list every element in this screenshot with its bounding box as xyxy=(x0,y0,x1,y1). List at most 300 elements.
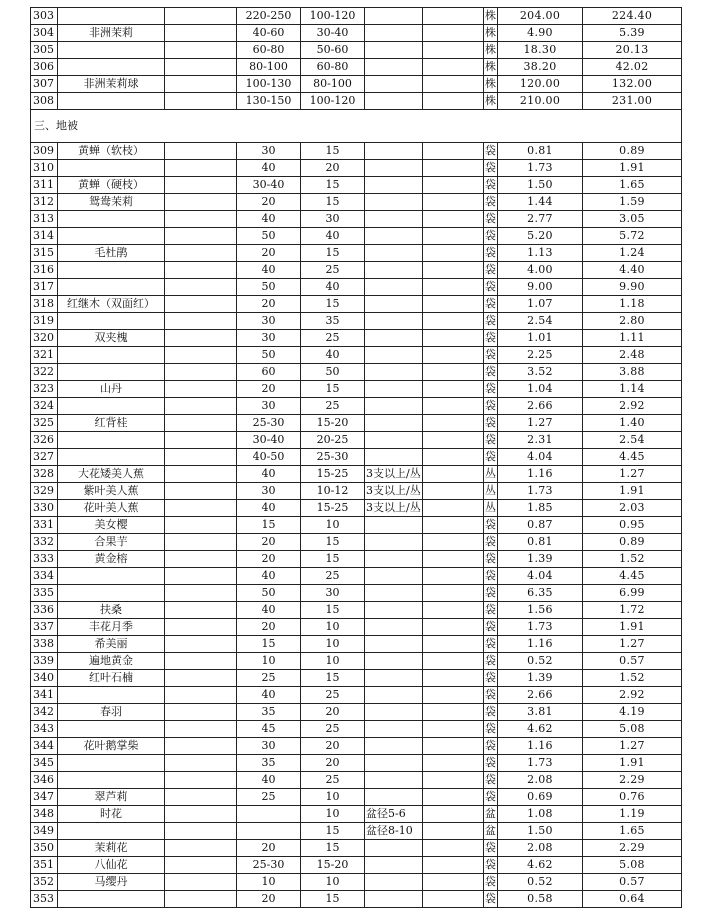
plant-name-cell xyxy=(58,398,165,415)
spec-a-cell xyxy=(165,636,237,653)
remark-2-cell xyxy=(423,483,484,500)
plant-name-cell: 翠芦莉 xyxy=(58,789,165,806)
unit-price-cell: 2.66 xyxy=(498,398,583,415)
row-number-cell: 337 xyxy=(31,619,58,636)
height-cm-cell: 20 xyxy=(237,534,301,551)
table-row xyxy=(31,330,682,347)
remark-2-cell xyxy=(423,449,484,466)
height-cm-cell: 100-130 xyxy=(237,76,301,93)
height-cm-cell: 10 xyxy=(237,653,301,670)
unit-cell: 袋 xyxy=(484,449,498,466)
height-cm-cell: 40 xyxy=(237,772,301,789)
spec-a-cell xyxy=(165,364,237,381)
unit-price-cell: 5.20 xyxy=(498,228,583,245)
plant-name-cell: 扶桑 xyxy=(58,602,165,619)
plant-name-cell: 毛杜鹃 xyxy=(58,245,165,262)
plant-name-cell xyxy=(58,262,165,279)
crown-cm-cell: 25 xyxy=(301,721,365,738)
remark-2-cell xyxy=(423,262,484,279)
unit-cell: 袋 xyxy=(484,789,498,806)
remark-2-cell xyxy=(423,568,484,585)
spec-a-cell xyxy=(165,296,237,313)
total-price-cell: 1.52 xyxy=(583,551,682,568)
unit-price-cell: 1.73 xyxy=(498,160,583,177)
spec-a-cell xyxy=(165,194,237,211)
remark-2-cell xyxy=(423,653,484,670)
spec-a-cell xyxy=(165,789,237,806)
spec-a-cell xyxy=(165,177,237,194)
spec-a-cell xyxy=(165,313,237,330)
row-number-cell: 335 xyxy=(31,585,58,602)
table-row xyxy=(31,59,682,76)
unit-cell: 株 xyxy=(484,8,498,25)
spec-a-cell xyxy=(165,551,237,568)
plant-name-cell xyxy=(58,228,165,245)
table-row xyxy=(31,874,682,891)
spec-a-cell xyxy=(165,432,237,449)
price-list-sheet xyxy=(30,7,681,908)
remark-2-cell xyxy=(423,806,484,823)
plant-name-cell: 非洲茉莉 xyxy=(58,25,165,42)
plant-name-cell xyxy=(58,59,165,76)
spec-a-cell xyxy=(165,840,237,857)
row-number-cell: 310 xyxy=(31,160,58,177)
crown-cm-cell: 15-20 xyxy=(301,415,365,432)
plant-name-cell: 八仙花 xyxy=(58,857,165,874)
unit-price-cell: 0.81 xyxy=(498,534,583,551)
remark-2-cell xyxy=(423,500,484,517)
remark-2-cell xyxy=(423,891,484,908)
crown-cm-cell: 25 xyxy=(301,772,365,789)
unit-cell: 丛 xyxy=(484,483,498,500)
total-price-cell: 0.64 xyxy=(583,891,682,908)
height-cm-cell: 20 xyxy=(237,840,301,857)
crown-cm-cell: 80-100 xyxy=(301,76,365,93)
height-cm-cell: 30 xyxy=(237,313,301,330)
crown-cm-cell: 20 xyxy=(301,755,365,772)
remark-2-cell xyxy=(423,534,484,551)
spec-a-cell xyxy=(165,381,237,398)
plant-name-cell: 黄金榕 xyxy=(58,551,165,568)
unit-cell: 袋 xyxy=(484,772,498,789)
plant-name-cell: 时花 xyxy=(58,806,165,823)
remark-cell xyxy=(365,177,423,194)
row-number-cell: 349 xyxy=(31,823,58,840)
row-number-cell: 348 xyxy=(31,806,58,823)
plant-name-cell xyxy=(58,585,165,602)
unit-cell: 袋 xyxy=(484,364,498,381)
remark-cell xyxy=(365,568,423,585)
row-number-cell: 333 xyxy=(31,551,58,568)
total-price-cell: 5.39 xyxy=(583,25,682,42)
unit-cell: 株 xyxy=(484,25,498,42)
row-number-cell: 308 xyxy=(31,93,58,110)
unit-cell: 袋 xyxy=(484,653,498,670)
spec-a-cell xyxy=(165,755,237,772)
total-price-cell: 0.95 xyxy=(583,517,682,534)
table-row xyxy=(31,76,682,93)
plant-name-cell: 大花矮美人蕉 xyxy=(58,466,165,483)
remark-cell xyxy=(365,738,423,755)
remark-cell xyxy=(365,42,423,59)
remark-2-cell xyxy=(423,755,484,772)
unit-cell: 袋 xyxy=(484,534,498,551)
height-cm-cell: 50 xyxy=(237,279,301,296)
row-number-cell: 347 xyxy=(31,789,58,806)
unit-price-cell: 2.54 xyxy=(498,313,583,330)
table-row xyxy=(31,738,682,755)
total-price-cell: 5.08 xyxy=(583,857,682,874)
spec-a-cell xyxy=(165,602,237,619)
plant-name-cell xyxy=(58,449,165,466)
unit-cell: 袋 xyxy=(484,177,498,194)
height-cm-cell: 25-30 xyxy=(237,857,301,874)
total-price-cell: 2.29 xyxy=(583,772,682,789)
row-number-cell: 316 xyxy=(31,262,58,279)
plant-name-cell: 花叶美人蕉 xyxy=(58,500,165,517)
plant-name-cell: 山丹 xyxy=(58,381,165,398)
table-row xyxy=(31,772,682,789)
height-cm-cell: 20 xyxy=(237,619,301,636)
row-number-cell: 309 xyxy=(31,143,58,160)
unit-cell: 袋 xyxy=(484,330,498,347)
unit-cell: 袋 xyxy=(484,398,498,415)
remark-2-cell xyxy=(423,772,484,789)
plant-name-cell: 美女樱 xyxy=(58,517,165,534)
plant-name-cell: 茉莉花 xyxy=(58,840,165,857)
height-cm-cell: 80-100 xyxy=(237,59,301,76)
remark-cell xyxy=(365,840,423,857)
spec-a-cell xyxy=(165,398,237,415)
remark-cell xyxy=(365,59,423,76)
unit-price-cell: 38.20 xyxy=(498,59,583,76)
remark-2-cell xyxy=(423,704,484,721)
crown-cm-cell: 10 xyxy=(301,874,365,891)
remark-cell: 3支以上/丛 xyxy=(365,466,423,483)
height-cm-cell: 40 xyxy=(237,160,301,177)
spec-a-cell xyxy=(165,568,237,585)
height-cm-cell: 30 xyxy=(237,143,301,160)
remark-cell xyxy=(365,93,423,110)
remark-2-cell xyxy=(423,313,484,330)
total-price-cell: 4.40 xyxy=(583,262,682,279)
remark-cell xyxy=(365,347,423,364)
crown-cm-cell: 15 xyxy=(301,296,365,313)
crown-cm-cell: 15 xyxy=(301,823,365,840)
plant-name-cell xyxy=(58,772,165,789)
spec-a-cell xyxy=(165,415,237,432)
total-price-cell: 0.57 xyxy=(583,653,682,670)
table-row xyxy=(31,721,682,738)
table-row xyxy=(31,653,682,670)
table-row xyxy=(31,823,682,840)
spec-a-cell xyxy=(165,738,237,755)
plant-name-cell: 遍地黄金 xyxy=(58,653,165,670)
row-number-cell: 339 xyxy=(31,653,58,670)
unit-price-cell: 18.30 xyxy=(498,42,583,59)
unit-price-cell: 1.13 xyxy=(498,245,583,262)
total-price-cell: 2.54 xyxy=(583,432,682,449)
total-price-cell: 2.92 xyxy=(583,398,682,415)
unit-price-cell: 4.00 xyxy=(498,262,583,279)
spec-a-cell xyxy=(165,347,237,364)
plant-name-cell xyxy=(58,8,165,25)
crown-cm-cell: 15-20 xyxy=(301,857,365,874)
remark-cell xyxy=(365,687,423,704)
remark-cell xyxy=(365,8,423,25)
height-cm-cell: 40 xyxy=(237,262,301,279)
unit-cell: 袋 xyxy=(484,262,498,279)
remark-cell xyxy=(365,330,423,347)
remark-2-cell xyxy=(423,517,484,534)
table-body-trees xyxy=(31,8,682,110)
plant-name-cell: 鸳鸯茉莉 xyxy=(58,194,165,211)
row-number-cell: 312 xyxy=(31,194,58,211)
remark-cell xyxy=(365,143,423,160)
spec-a-cell xyxy=(165,76,237,93)
remark-cell xyxy=(365,874,423,891)
unit-price-cell: 4.04 xyxy=(498,568,583,585)
total-price-cell: 1.72 xyxy=(583,602,682,619)
unit-price-cell: 0.87 xyxy=(498,517,583,534)
unit-cell: 袋 xyxy=(484,687,498,704)
unit-cell: 袋 xyxy=(484,857,498,874)
unit-cell: 丛 xyxy=(484,466,498,483)
table-row xyxy=(31,500,682,517)
unit-cell: 袋 xyxy=(484,551,498,568)
spec-a-cell xyxy=(165,857,237,874)
remark-cell xyxy=(365,211,423,228)
remark-cell xyxy=(365,262,423,279)
remark-cell: 3支以上/丛 xyxy=(365,500,423,517)
spec-a-cell xyxy=(165,483,237,500)
remark-cell: 盆径8-10 xyxy=(365,823,423,840)
remark-cell xyxy=(365,721,423,738)
remark-cell xyxy=(365,364,423,381)
unit-cell: 袋 xyxy=(484,636,498,653)
unit-cell: 袋 xyxy=(484,891,498,908)
unit-cell: 袋 xyxy=(484,874,498,891)
height-cm-cell: 30-40 xyxy=(237,177,301,194)
spec-a-cell xyxy=(165,93,237,110)
crown-cm-cell: 30-40 xyxy=(301,25,365,42)
crown-cm-cell: 50 xyxy=(301,364,365,381)
spec-a-cell xyxy=(165,704,237,721)
unit-price-cell: 1.16 xyxy=(498,738,583,755)
height-cm-cell: 20 xyxy=(237,381,301,398)
height-cm-cell: 25 xyxy=(237,670,301,687)
plant-name-cell xyxy=(58,823,165,840)
remark-cell: 3支以上/丛 xyxy=(365,483,423,500)
remark-cell xyxy=(365,432,423,449)
row-number-cell: 332 xyxy=(31,534,58,551)
plant-name-cell xyxy=(58,211,165,228)
crown-cm-cell: 25 xyxy=(301,398,365,415)
unit-price-cell: 1.39 xyxy=(498,551,583,568)
unit-cell: 袋 xyxy=(484,840,498,857)
crown-cm-cell: 10 xyxy=(301,789,365,806)
spec-a-cell xyxy=(165,670,237,687)
crown-cm-cell: 40 xyxy=(301,228,365,245)
unit-price-cell: 1.16 xyxy=(498,466,583,483)
crown-cm-cell: 25 xyxy=(301,330,365,347)
height-cm-cell: 50 xyxy=(237,228,301,245)
row-number-cell: 326 xyxy=(31,432,58,449)
table-row xyxy=(31,262,682,279)
table-row xyxy=(31,93,682,110)
height-cm-cell: 30 xyxy=(237,483,301,500)
plant-name-cell xyxy=(58,568,165,585)
table-row xyxy=(31,687,682,704)
total-price-cell: 1.91 xyxy=(583,619,682,636)
remark-cell xyxy=(365,704,423,721)
crown-cm-cell: 30 xyxy=(301,211,365,228)
table-row xyxy=(31,755,682,772)
unit-price-cell: 6.35 xyxy=(498,585,583,602)
unit-cell: 袋 xyxy=(484,347,498,364)
unit-price-cell: 0.58 xyxy=(498,891,583,908)
spec-a-cell xyxy=(165,517,237,534)
unit-cell: 袋 xyxy=(484,568,498,585)
table-body-groundcover xyxy=(31,143,682,908)
remark-2-cell xyxy=(423,279,484,296)
height-cm-cell: 40-60 xyxy=(237,25,301,42)
height-cm-cell: 25 xyxy=(237,789,301,806)
height-cm-cell xyxy=(237,806,301,823)
table-row xyxy=(31,568,682,585)
crown-cm-cell: 25 xyxy=(301,568,365,585)
plant-name-cell: 双夹槐 xyxy=(58,330,165,347)
height-cm-cell: 50 xyxy=(237,585,301,602)
row-number-cell: 340 xyxy=(31,670,58,687)
remark-2-cell xyxy=(423,143,484,160)
height-cm-cell: 15 xyxy=(237,636,301,653)
table-row xyxy=(31,789,682,806)
remark-2-cell xyxy=(423,551,484,568)
row-number-cell: 334 xyxy=(31,568,58,585)
remark-2-cell xyxy=(423,687,484,704)
unit-price-cell: 9.00 xyxy=(498,279,583,296)
remark-cell xyxy=(365,619,423,636)
unit-price-cell: 204.00 xyxy=(498,8,583,25)
unit-price-cell: 1.73 xyxy=(498,483,583,500)
crown-cm-cell: 100-120 xyxy=(301,93,365,110)
row-number-cell: 320 xyxy=(31,330,58,347)
row-number-cell: 304 xyxy=(31,25,58,42)
height-cm-cell: 40 xyxy=(237,687,301,704)
unit-price-cell: 120.00 xyxy=(498,76,583,93)
row-number-cell: 303 xyxy=(31,8,58,25)
total-price-cell: 4.45 xyxy=(583,568,682,585)
unit-cell: 袋 xyxy=(484,228,498,245)
row-number-cell: 345 xyxy=(31,755,58,772)
unit-cell: 袋 xyxy=(484,211,498,228)
spec-a-cell xyxy=(165,721,237,738)
height-cm-cell: 20 xyxy=(237,296,301,313)
total-price-cell: 231.00 xyxy=(583,93,682,110)
remark-2-cell xyxy=(423,381,484,398)
unit-price-cell: 4.62 xyxy=(498,857,583,874)
remark-2-cell xyxy=(423,330,484,347)
remark-2-cell xyxy=(423,636,484,653)
table-row xyxy=(31,42,682,59)
plant-name-cell: 红继木（双面红） xyxy=(58,296,165,313)
height-cm-cell: 40 xyxy=(237,466,301,483)
height-cm-cell: 30 xyxy=(237,330,301,347)
remark-cell xyxy=(365,398,423,415)
table-row xyxy=(31,534,682,551)
remark-2-cell xyxy=(423,347,484,364)
unit-price-cell: 1.50 xyxy=(498,177,583,194)
table-row xyxy=(31,704,682,721)
plant-name-cell: 黄蝉（软枝） xyxy=(58,143,165,160)
row-number-cell: 330 xyxy=(31,500,58,517)
total-price-cell: 9.90 xyxy=(583,279,682,296)
unit-price-cell: 2.08 xyxy=(498,840,583,857)
height-cm-cell: 60-80 xyxy=(237,42,301,59)
table-row xyxy=(31,143,682,160)
total-price-cell: 1.40 xyxy=(583,415,682,432)
unit-price-cell: 210.00 xyxy=(498,93,583,110)
unit-price-cell: 1.01 xyxy=(498,330,583,347)
total-price-cell: 5.08 xyxy=(583,721,682,738)
crown-cm-cell: 15 xyxy=(301,551,365,568)
remark-2-cell xyxy=(423,874,484,891)
unit-price-cell: 0.81 xyxy=(498,143,583,160)
unit-cell: 袋 xyxy=(484,721,498,738)
unit-cell: 袋 xyxy=(484,313,498,330)
height-cm-cell: 40 xyxy=(237,602,301,619)
remark-2-cell xyxy=(423,602,484,619)
remark-2-cell xyxy=(423,823,484,840)
total-price-cell: 1.24 xyxy=(583,245,682,262)
total-price-cell: 0.89 xyxy=(583,534,682,551)
table-row xyxy=(31,364,682,381)
remark-2-cell xyxy=(423,296,484,313)
spec-a-cell xyxy=(165,874,237,891)
total-price-cell: 1.14 xyxy=(583,381,682,398)
crown-cm-cell: 40 xyxy=(301,347,365,364)
row-number-cell: 353 xyxy=(31,891,58,908)
unit-cell: 袋 xyxy=(484,432,498,449)
total-price-cell: 224.40 xyxy=(583,8,682,25)
table-row xyxy=(31,670,682,687)
unit-price-cell: 1.56 xyxy=(498,602,583,619)
table-row xyxy=(31,857,682,874)
crown-cm-cell: 40 xyxy=(301,279,365,296)
row-number-cell: 342 xyxy=(31,704,58,721)
height-cm-cell: 30 xyxy=(237,398,301,415)
height-cm-cell: 130-150 xyxy=(237,93,301,110)
crown-cm-cell: 15 xyxy=(301,840,365,857)
spec-a-cell xyxy=(165,772,237,789)
row-number-cell: 351 xyxy=(31,857,58,874)
remark-cell xyxy=(365,789,423,806)
spec-a-cell xyxy=(165,279,237,296)
plant-name-cell xyxy=(58,160,165,177)
total-price-cell: 1.19 xyxy=(583,806,682,823)
crown-cm-cell: 30 xyxy=(301,585,365,602)
spec-a-cell xyxy=(165,8,237,25)
remark-2-cell xyxy=(423,619,484,636)
unit-cell: 袋 xyxy=(484,738,498,755)
unit-cell: 袋 xyxy=(484,279,498,296)
row-number-cell: 344 xyxy=(31,738,58,755)
crown-cm-cell: 10 xyxy=(301,619,365,636)
unit-cell: 袋 xyxy=(484,143,498,160)
plant-name-cell xyxy=(58,93,165,110)
spec-a-cell xyxy=(165,245,237,262)
